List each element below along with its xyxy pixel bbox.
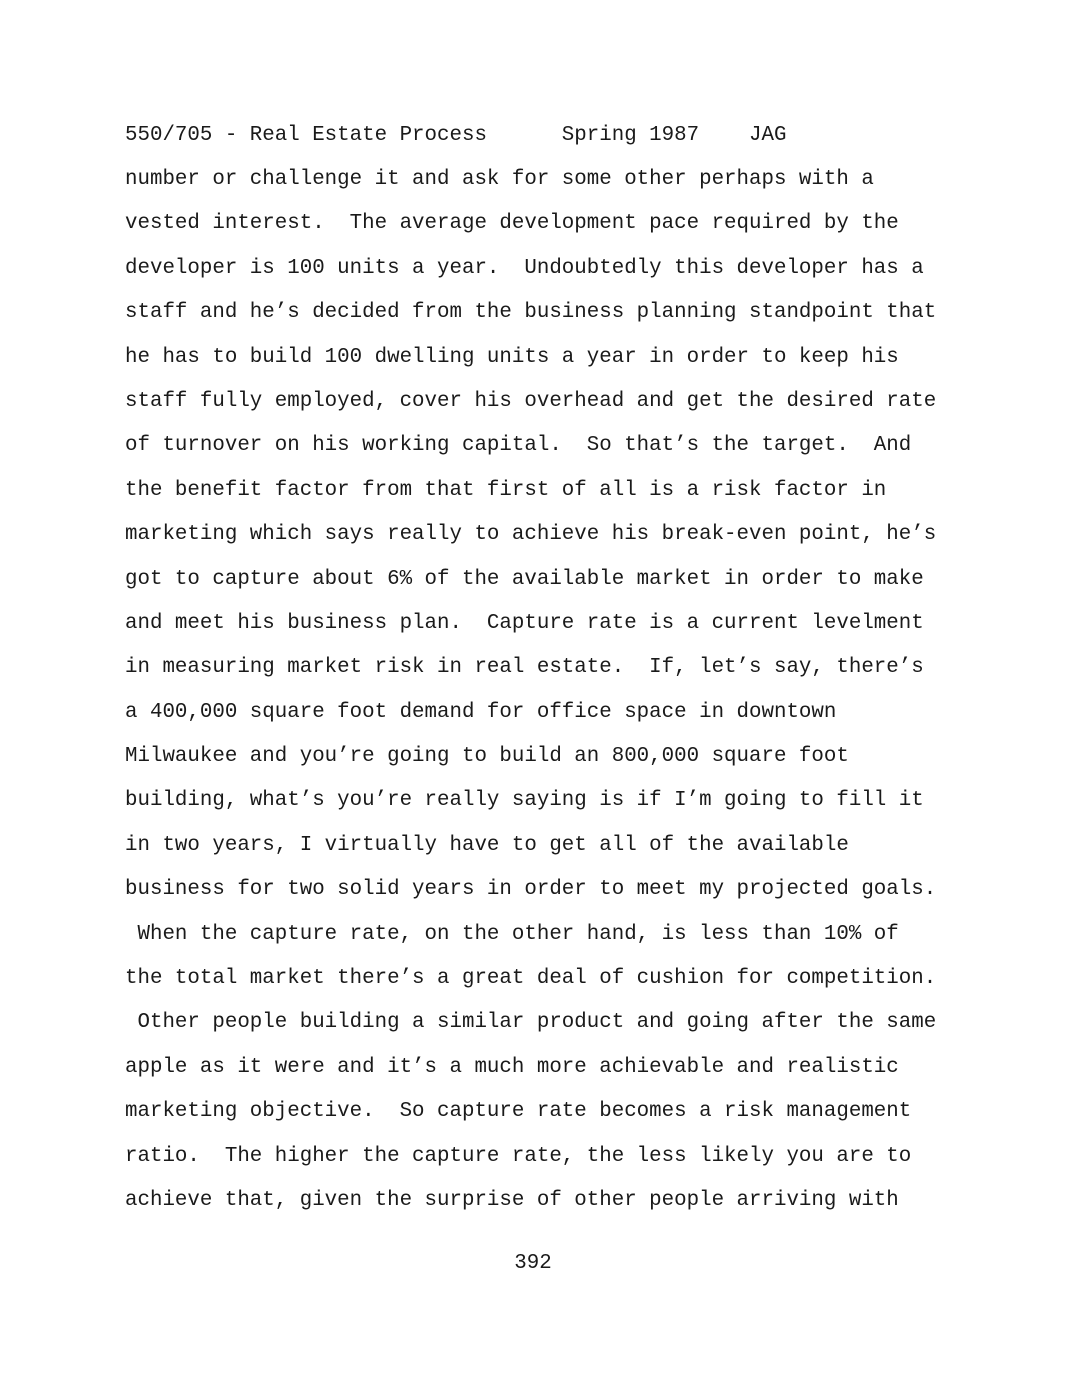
- text-line: ratio. The higher the capture rate, the less likely you are to: [125, 1144, 912, 1168]
- text-line: and meet his business plan. Capture rate is a current levelment: [125, 611, 924, 635]
- text-line: got to capture about 6% of the available market in order to make: [125, 567, 924, 591]
- text-line: staff and he’s decided from the business planning standpoint that: [125, 301, 937, 325]
- text-line: When the capture rate, on the other hand, is less than 10% of: [125, 922, 899, 946]
- text-line: number or challenge it and ask for some other perhaps with a: [125, 168, 874, 191]
- text-line: marketing which says really to achieve his break-even point, he’s: [125, 523, 937, 547]
- text-line: apple as it were and it’s a much more achievable and realistic: [125, 1055, 899, 1079]
- body-text: [125, 168, 945, 1233]
- text-line: a 400,000 square foot demand for office space in downtown: [125, 700, 837, 724]
- text-line: in two years, I virtually have to get all of the available: [125, 833, 849, 857]
- page-header: 550/705 - Real Estate Process Spring 1987 JAG: [125, 124, 787, 147]
- text-line: he has to build 100 dwelling units a year in order to keep his: [125, 345, 899, 369]
- text-line: marketing objective. So capture rate becomes a risk management: [125, 1100, 912, 1124]
- text-line: vested interest. The average development pace required by the: [125, 212, 899, 236]
- text-line: the total market there’s a great deal of cushion for competition.: [125, 967, 937, 991]
- text-line: Milwaukee and you’re going to build an 800,000 square foot: [125, 745, 849, 769]
- text-line: of turnover on his working capital. So that’s the target. And: [125, 434, 912, 458]
- text-line: the benefit factor from that first of all is a risk factor in: [125, 478, 887, 502]
- text-line: business for two solid years in order to meet my projected goals.: [125, 878, 937, 902]
- text-line: staff fully employed, cover his overhead and get the desired rate: [125, 389, 937, 413]
- text-line: in measuring market risk in real estate. If, let’s say, there’s: [125, 656, 924, 680]
- text-line: building, what’s you’re really saying is if I’m going to fill it: [125, 789, 924, 813]
- text-line: Other people building a similar product and going after the same: [125, 1011, 937, 1035]
- page-number: 392: [514, 1252, 552, 1275]
- text-line: achieve that, given the surprise of other people arriving with: [125, 1188, 899, 1212]
- text-line: developer is 100 units a year. Undoubtedly this developer has a: [125, 256, 924, 280]
